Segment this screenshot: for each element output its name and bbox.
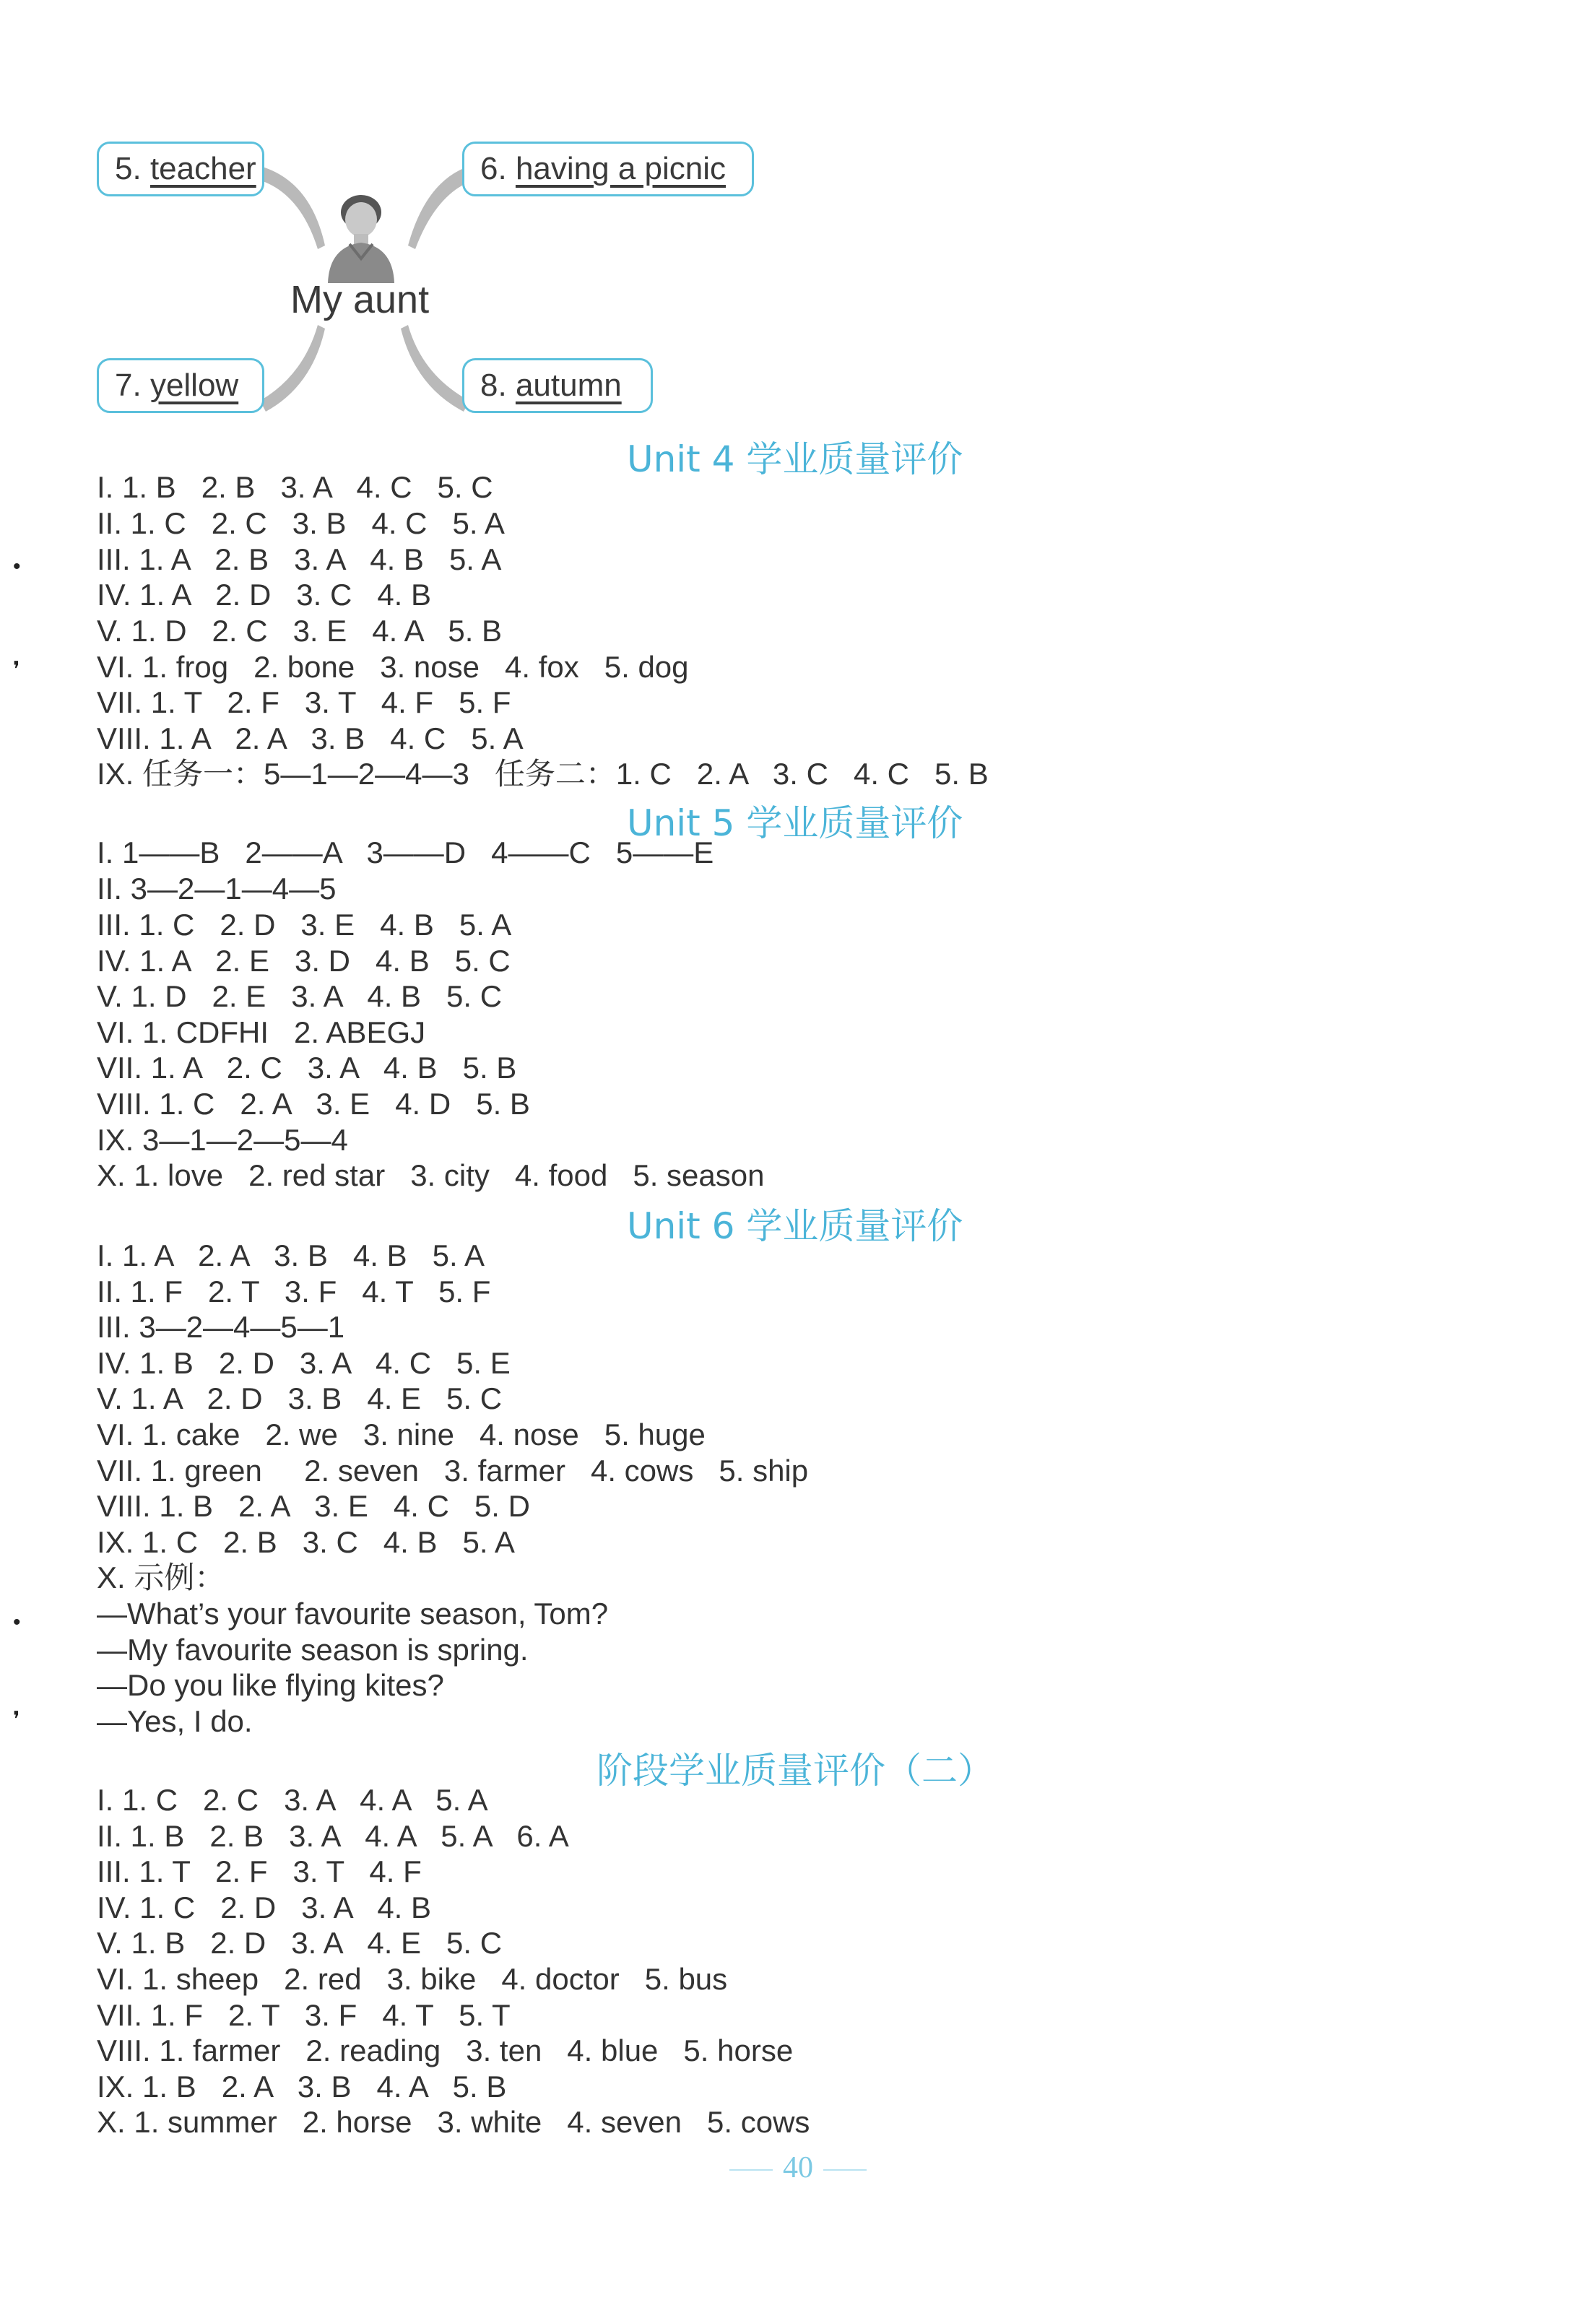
section-title-unit5: Unit 5 学业质量评价	[627, 802, 963, 844]
footer-right-rule	[823, 2169, 867, 2171]
answer-line: VII. 1. A 2. C 3. A 4. B 5. B	[97, 1051, 517, 1085]
answer-box-7	[97, 358, 264, 413]
answer-line: I. 1. B 2. B 3. A 4. C 5. C	[97, 470, 493, 504]
answer-line: II. 1. C 2. C 3. B 4. C 5. A	[97, 506, 505, 540]
margin-mark: ❜	[13, 658, 20, 682]
footer-left-rule	[729, 2169, 773, 2171]
answer-line: —Yes, I do.	[97, 1704, 253, 1738]
answer-line: X. 1. love 2. red star 3. city 4. food 5. season	[97, 1158, 765, 1192]
answer-line: X. 示例：	[97, 1560, 225, 1594]
box-number: 6.	[480, 151, 507, 186]
answer-line: —What’s your favourite season, Tom?	[97, 1597, 609, 1631]
answer-line: IV. 1. C 2. D 3. A 4. B	[97, 1891, 432, 1924]
mind-map-center-label: My aunt	[290, 278, 430, 321]
answer-line: V. 1. A 2. D 3. B 4. E 5. C	[97, 1381, 503, 1415]
box-number: 8.	[480, 368, 507, 403]
box-answer: autumn	[515, 368, 622, 403]
answer-line: VIII. 1. C 2. A 3. E 4. D 5. B	[97, 1087, 530, 1121]
answer-line: VII. 1. F 2. T 3. F 4. T 5. T	[97, 1998, 511, 2032]
answer-line: IX. 任务一：5—1—2—4—3 任务二：1. C 2. A 3. C 4. C 5. B	[97, 757, 989, 791]
box-answer: yellow	[149, 368, 239, 403]
page-number: 40	[783, 2151, 813, 2184]
aunt-avatar-icon	[318, 189, 404, 283]
answer-line: V. 1. D 2. C 3. E 4. A 5. B	[97, 614, 503, 648]
margin-dot: •	[13, 1610, 21, 1634]
section-title-unit4: Unit 4 学业质量评价	[627, 438, 963, 480]
answer-line: VIII. 1. A 2. A 3. B 4. C 5. A	[97, 721, 524, 755]
answer-line: V. 1. D 2. E 3. A 4. B 5. C	[97, 979, 503, 1013]
answer-box-5	[97, 142, 264, 196]
section-title-stage2: 阶段学业质量评价（二）	[597, 1750, 994, 1792]
box-number: 5.	[115, 151, 142, 186]
answer-line: VIII. 1. B 2. A 3. E 4. C 5. D	[97, 1489, 530, 1523]
page-number-footer	[708, 2150, 888, 2185]
answer-line: X. 1. summer 2. horse 3. white 4. seven 5. cows	[97, 2105, 810, 2139]
answer-line: VI. 1. cake 2. we 3. nine 4. nose 5. huge	[97, 1418, 706, 1451]
answer-line: IX. 1. B 2. A 3. B 4. A 5. B	[97, 2070, 507, 2104]
answer-line: VI. 1. sheep 2. red 3. bike 4. doctor 5. bus	[97, 1962, 728, 1996]
answer-box-6	[462, 142, 754, 196]
answer-line: III. 1. C 2. D 3. E 4. B 5. A	[97, 908, 512, 942]
answer-line: IV. 1. A 2. D 3. C 4. B	[97, 578, 432, 612]
answer-line: VI. 1. frog 2. bone 3. nose 4. fox 5. dog	[97, 650, 689, 684]
margin-dot: •	[13, 555, 21, 578]
answer-line: III. 1. A 2. B 3. A 4. B 5. A	[97, 542, 502, 576]
margin-mark: ❜	[13, 1708, 20, 1732]
answer-line: —My favourite season is spring.	[97, 1633, 529, 1667]
box-answer: teacher	[149, 151, 256, 186]
answer-line: II. 3—2—1—4—5	[97, 872, 337, 906]
answer-line: II. 1. F 2. T 3. F 4. T 5. F	[97, 1275, 491, 1308]
answer-line: I. 1. C 2. C 3. A 4. A 5. A	[97, 1783, 488, 1817]
answer-line: VII. 1. green 2. seven 3. farmer 4. cows 5. ship	[97, 1454, 809, 1488]
answer-line: II. 1. B 2. B 3. A 4. A 5. A 6. A	[97, 1819, 569, 1853]
answer-line: VI. 1. CDFHI 2. ABEGJ	[97, 1015, 426, 1049]
answer-line: VIII. 1. farmer 2. reading 3. ten 4. blue 5. horse	[97, 2033, 794, 2067]
section-title-unit6: Unit 6 学业质量评价	[627, 1205, 963, 1247]
answer-line: —Do you like flying kites?	[97, 1668, 444, 1702]
answer-line: I. 1——B 2——A 3——D 4——C 5——E	[97, 835, 714, 869]
answer-box-8	[462, 358, 653, 413]
answer-line: IV. 1. A 2. E 3. D 4. B 5. C	[97, 944, 511, 978]
answer-line: IX. 3—1—2—5—4	[97, 1123, 348, 1157]
answer-line: III. 3—2—4—5—1	[97, 1310, 345, 1344]
answer-line: VII. 1. T 2. F 3. T 4. F 5. F	[97, 685, 511, 719]
answer-line: IX. 1. C 2. B 3. C 4. B 5. A	[97, 1525, 515, 1559]
answer-line: V. 1. B 2. D 3. A 4. E 5. C	[97, 1926, 503, 1960]
answer-line: IV. 1. B 2. D 3. A 4. C 5. E	[97, 1346, 511, 1380]
answer-line: III. 1. T 2. F 3. T 4. F	[97, 1854, 422, 1888]
box-number: 7.	[115, 368, 142, 403]
answer-line: I. 1. A 2. A 3. B 4. B 5. A	[97, 1238, 485, 1272]
mind-map	[0, 0, 1596, 448]
box-answer: having a picnic	[515, 151, 727, 186]
